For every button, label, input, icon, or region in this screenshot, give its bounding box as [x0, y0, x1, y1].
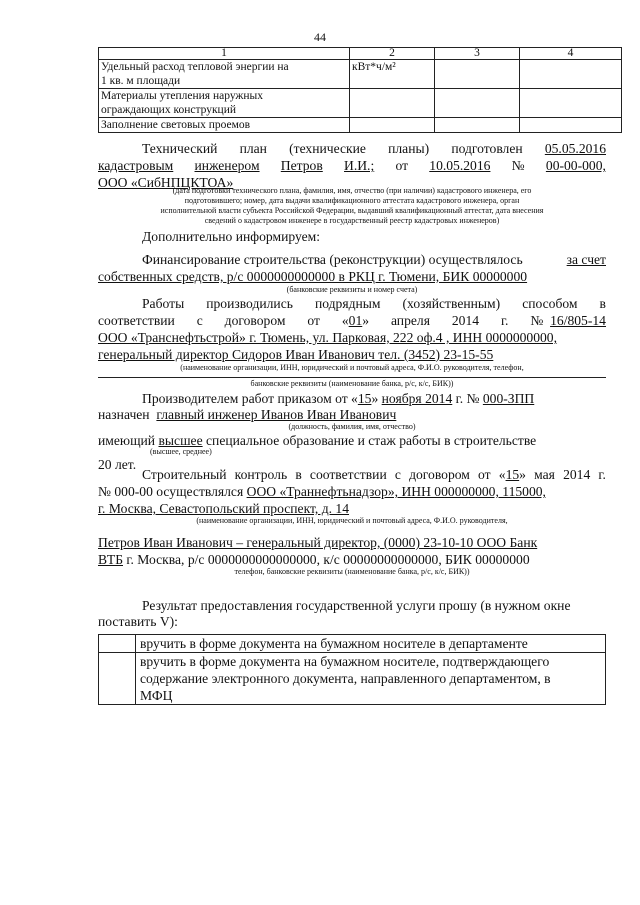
tech-plan-note [98, 186, 606, 226]
quote-open: « [341, 313, 349, 328]
word: г. [598, 467, 606, 482]
quote-close: » [362, 313, 370, 328]
checkbox-cell[interactable] [99, 635, 136, 653]
word: соответствии [98, 313, 175, 328]
quote-close: » [519, 467, 526, 482]
option-line: содержание электронного документа, направленного департаментом, в [140, 671, 551, 686]
table-cell [435, 89, 520, 118]
word: 10.05.2016 [429, 158, 491, 173]
word: 2014 [563, 467, 591, 482]
control-line-1 [142, 466, 606, 483]
table-cell [435, 118, 520, 133]
tech-plan-line-3: ООО «СибНПЦКТОА» [98, 175, 234, 190]
order-month-year: ноября 2014 [381, 391, 453, 406]
works-note-2: банковские реквизиты (наименование банка, р/с, к/с, БИК)) [250, 379, 454, 388]
word: с [394, 467, 401, 482]
word: от [395, 158, 409, 173]
contract-number [530, 312, 606, 329]
option-text [136, 653, 606, 705]
table-header-row [99, 48, 622, 60]
number-value: 16/805-14 [550, 313, 606, 328]
word: планы) [388, 141, 430, 156]
additional-heading: Дополнительно информируем: [142, 229, 320, 244]
producer-text: назначен [98, 407, 150, 422]
delivery-option-row [99, 653, 606, 705]
experience-years: 20 лет. [98, 457, 137, 472]
row-label-line: Заполнение световых проемов [101, 119, 251, 131]
financing-line-1 [98, 251, 606, 268]
producer-line-1 [142, 390, 534, 407]
parameters-table [98, 47, 622, 133]
header-cell: 1 [99, 48, 350, 60]
word: Строительный [142, 467, 227, 482]
word: договором [224, 313, 286, 328]
row-label-line: Удельный расход тепловой энергии на [101, 61, 289, 73]
education-level: высшее [158, 433, 203, 448]
word: инженером [194, 158, 260, 173]
row-label-line: Материалы утепления наружных [101, 90, 263, 102]
word: от [478, 467, 491, 482]
tech-plan-date: 05.05.2016 [544, 141, 606, 156]
delivery-option-row [99, 635, 606, 653]
financing-line-2: собственных средств, р/с 0000000000000 в РКЦ г. Тюмени, БИК 00000000 [98, 269, 528, 284]
header-cell: 4 [520, 48, 622, 60]
number-sign: № [530, 313, 544, 328]
word: от [307, 313, 320, 328]
day-value: 15 [505, 467, 520, 482]
word: с [196, 313, 203, 328]
option-text [136, 635, 606, 653]
producer-note: (должность, фамилия, имя, отчество) [288, 422, 416, 431]
financing-text: Финансирование строительства (реконструкции) осуществлялось [142, 252, 523, 267]
table-row [99, 89, 622, 118]
works-line-3: ООО «Транснефтьстрой» г. Тюмень, ул. Парковая, 222 оф.4 , ИНН 0000000000, [98, 330, 558, 345]
table-cell [520, 60, 622, 89]
producer-text: » [371, 391, 382, 406]
word: способом [522, 296, 578, 311]
page-number: 44 [314, 30, 326, 44]
note-line: сведений о кадастровом инженере в государственный реестр кадастровых инженеров) [204, 216, 500, 225]
table-cell [350, 89, 435, 118]
control-line-4: Петров Иван Иванович – генеральный директор, (0000) 23-10-10 ООО Банк [98, 535, 538, 550]
contract-day [342, 312, 369, 329]
education-text: специальное образование и стаж работы в строительстве [202, 433, 537, 448]
education-note: (высшее, среднее) [150, 447, 212, 456]
row-label-line: ограждающих конструкций [101, 104, 237, 116]
note-line: подготовившего; номер, дата выдачи квалификационного аттестата кадастрового инженера, орган [184, 196, 520, 205]
unit-cell: кВт*ч/м² [350, 60, 435, 89]
order-number: 000-ЗПП [482, 391, 535, 406]
tech-plan-line-1 [98, 140, 606, 157]
contract-day [499, 466, 526, 483]
order-day: 15 [357, 391, 372, 406]
table-row [99, 60, 622, 89]
word: мая [534, 467, 555, 482]
note-line: (дата подготовки технического плана, фамилия, имя, отчество (при наличии) кадастрового инженера, его [172, 186, 532, 195]
word: (хозяйственным) [402, 296, 501, 311]
control-note: (наименование организации, ИНН, юридический и почтовый адреса, Ф.И.О. руководителя, [196, 516, 508, 525]
result-line-1: Результат предоставления государственной услуги прошу (в нужном окне [142, 598, 571, 613]
control-line-2 [98, 483, 546, 500]
note-line: исполнительной власти субъекта Российской Федерации, выдавший квалификационный аттестат, дата внесения [160, 206, 544, 215]
result-line-2: поставить V): [98, 614, 178, 629]
producer-line-2 [98, 406, 396, 423]
word: № [511, 158, 525, 173]
control-note-2: телефон, банковские реквизиты (наименование банка, р/с, к/с, БИК)) [234, 567, 470, 576]
bank-name: ВТБ [98, 552, 123, 567]
table-row [99, 118, 622, 133]
quote-open: « [498, 467, 506, 482]
checkbox-cell[interactable] [99, 653, 136, 705]
table-cell [350, 118, 435, 133]
word: соответствии [309, 467, 387, 482]
row-label-line: 1 кв. м площади [101, 75, 181, 87]
education-text: имеющий [98, 433, 159, 448]
word: план [239, 141, 267, 156]
financing-source: за счет [566, 252, 606, 267]
producer-text: г. № [452, 391, 483, 406]
table-cell [99, 60, 350, 89]
word: 2014 [451, 313, 480, 328]
financing-note: (банковские реквизиты и номер счета) [286, 285, 418, 294]
control-organization: ООО «Траннефтьнадзор», ИНН 000000000, 115000, [246, 484, 546, 499]
delivery-options-table [98, 634, 606, 705]
day-value: 01 [348, 313, 363, 328]
word: Работы [142, 296, 185, 311]
word: 00-00-000, [545, 158, 606, 173]
producer-text: Производителем работ приказом от « [142, 391, 358, 406]
word: И.И.; [344, 158, 375, 173]
word: контроль [234, 467, 288, 482]
header-cell: 2 [350, 48, 435, 60]
word: подрядным [314, 296, 381, 311]
works-line-1 [142, 295, 606, 312]
word: в [599, 296, 606, 311]
table-cell [99, 89, 350, 118]
option-line: МФЦ [140, 688, 173, 703]
table-cell [520, 118, 622, 133]
table-cell [435, 60, 520, 89]
word: кадастровым [98, 158, 174, 173]
works-note-1: (наименование организации, ИНН, юридический и почтовый адреса, Ф.И.О. руководителя, телефон, [180, 363, 524, 372]
control-text: № 000-00 осуществлялся [98, 484, 247, 499]
works-line-4: генеральный директор Сидоров Иван Иванович тел. (3452) 23-15-55 [98, 347, 494, 362]
word: г. [500, 313, 509, 328]
word: (технические [289, 141, 366, 156]
header-cell: 3 [435, 48, 520, 60]
option-line: вручить в форме документа на бумажном носителе в департаменте [140, 636, 528, 651]
tech-plan-line-2 [98, 157, 606, 174]
word: подготовлен [451, 141, 523, 156]
word: Петров [280, 158, 323, 173]
works-underline [98, 377, 606, 378]
control-line-3: г. Москва, Севастопольский проспект, д. 14 [98, 501, 350, 516]
control-line-5 [98, 551, 530, 568]
word: производились [206, 296, 293, 311]
option-line: вручить в форме документа на бумажном носителе, подтверждающего [140, 654, 550, 669]
word: договором [409, 467, 470, 482]
producer-position-name: главный инженер Иванов Иван Иванович [156, 407, 397, 422]
works-line-2 [98, 312, 606, 329]
word: апреля [390, 313, 430, 328]
table-cell [520, 89, 622, 118]
table-cell [99, 118, 350, 133]
word: Технический [142, 141, 218, 156]
bank-details: г. Москва, р/с 0000000000000000, к/с 00000000000000, БИК 00000000 [123, 552, 530, 567]
word: в [295, 467, 302, 482]
